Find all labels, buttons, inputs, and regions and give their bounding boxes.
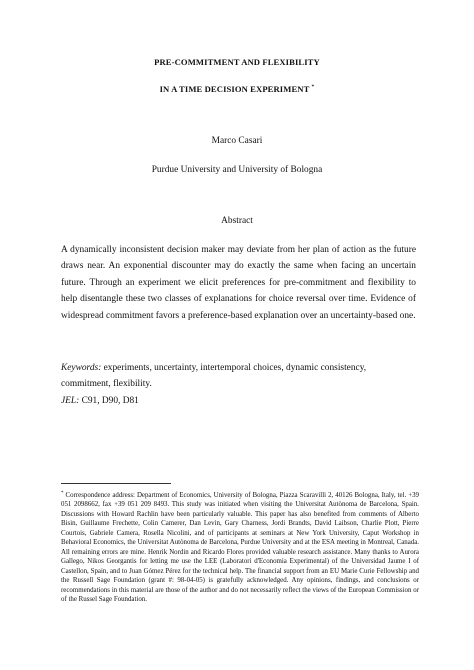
abstract-text: A dynamically inconsistent decision maker may deviate from her plan of action as the future draws near. An exponential discounter may do exactly the same when facing an uncertain future. Through an experiment we elicit preferences for pre-commitment and flexibility to help disentangle these two classes of explanations for choice reversal over time. Evidence of widespread commitment favors a preference-based explanation over an uncertainty-based one. xyxy=(61,245,416,321)
author-affiliation: Purdue University and University of Bologna xyxy=(151,165,323,175)
jel-line xyxy=(61,393,416,409)
paper-title-line-2 xyxy=(0,84,474,94)
keywords-text: experiments, uncertainty, intertemporal choices, dynamic consistency, commitment, flexibility. xyxy=(61,363,367,390)
paper-title-line-2-text: IN A TIME DECISION EXPERIMENT xyxy=(159,84,310,94)
keywords-label: Keywords: xyxy=(61,363,102,373)
paper-title-line-1: PRE-COMMITMENT AND FLEXIBILITY xyxy=(154,57,320,67)
footnote-text: Correspondence address: Department of Economics, University of Bologna, Piazza Scaravilli 2, 40126 Bologna, Italy, tel. +39 051 2098662, fax +39 051 209 8493. This study was initiated when visiting the Universitat Autònoma de Barcelona, Spain. Discussions with Howard Rachlin have been particularly valuable. This paper has also benefited from comments of Alberto Bisin, Guillaume Frechette, Colin Camerer, Dan Levin, Gary Charness, Jordi Brandts, David Laibson, Charlie Plott, Pierre Courtois, Gabriele Camera, Rosella Nicolini, and of participants at seminars at New York University, Caput Workshop in Behavioral Economics, the Universitat Autònoma de Barcelona, Purdue University and at the ESA meeting in Montreal, Canada. All remaining errors are mine. Henrik Nordin and Ricardo Flores provided valuable research assistance. Many thanks to Aurora Gallego, Nikos Georgantis for letting me use the LEE (Laboratori d'Economia Experimental) of the Universidad Jaume I of Castellon, Spain, and to Juan Gómez Pérez for the technical help. The financial support from an EU Marie Curie Fellowship and the Russell Sage Foundation (grant #: 98-04-05) is gratefully acknowledged. Any opinions, findings, and conclusions or recommendations in this material are those of the author and do not necessarily reflect the views of the European Commission or of the Russel Sage Foundation. xyxy=(61,492,419,603)
abstract-heading: Abstract xyxy=(221,216,253,226)
author-name: Marco Casari xyxy=(211,136,263,146)
keywords-block xyxy=(61,360,416,409)
jel-codes: C91, D90, D81 xyxy=(79,395,139,406)
jel-label: JEL: xyxy=(61,395,80,406)
footnote-divider xyxy=(61,483,171,484)
footnote-mark: * xyxy=(61,491,64,496)
keywords-line xyxy=(61,360,416,393)
title-footnote-mark: * xyxy=(311,84,315,90)
footnote xyxy=(61,489,419,604)
